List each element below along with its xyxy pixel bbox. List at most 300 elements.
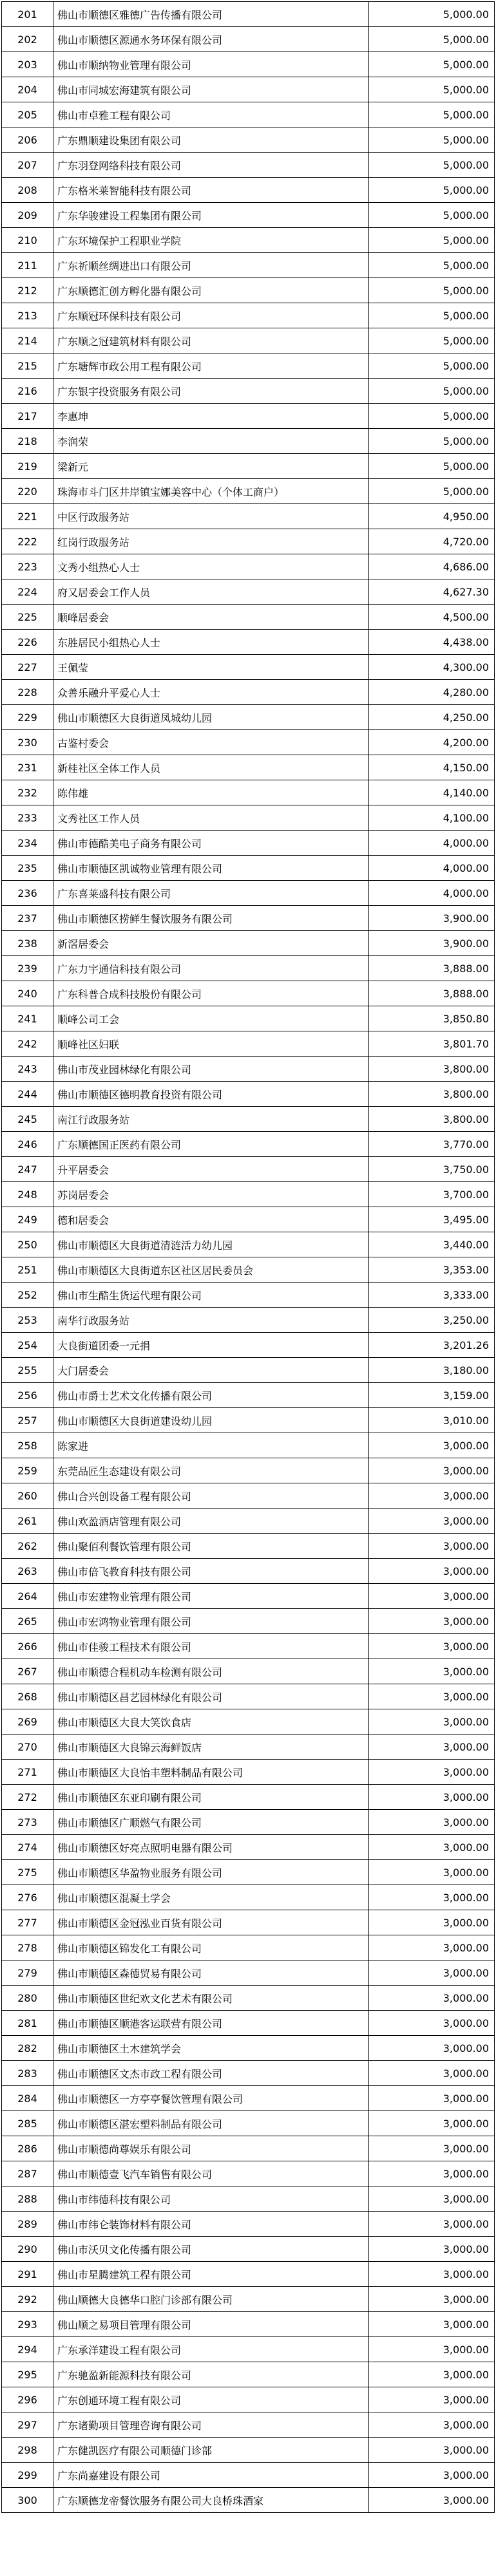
donor-name: 佛山市顺德区凯诚物业管理有限公司 xyxy=(53,856,369,881)
table-row xyxy=(2,906,495,931)
donor-name: 广东羽登网络科技有限公司 xyxy=(53,153,369,178)
donor-name: 佛山市纬仑装饰材料有限公司 xyxy=(53,2212,369,2237)
table-row xyxy=(2,429,495,454)
donor-name: 佛山市顺德区文杰市政工程有限公司 xyxy=(53,2061,369,2086)
row-number: 277 xyxy=(2,1910,53,1935)
donation-amount: 5,000.00 xyxy=(369,178,495,203)
donation-amount: 3,000.00 xyxy=(369,1935,495,1960)
row-number: 282 xyxy=(2,2036,53,2061)
table-row xyxy=(2,303,495,328)
table-row xyxy=(2,379,495,404)
donation-amount: 3,000.00 xyxy=(369,2036,495,2061)
donation-amount: 3,000.00 xyxy=(369,1609,495,1634)
table-row xyxy=(2,1358,495,1383)
donor-name: 广东科普合成科技股份有限公司 xyxy=(53,981,369,1006)
donation-amount: 3,000.00 xyxy=(369,2387,495,2412)
table-row xyxy=(2,1709,495,1735)
donation-amount: 5,000.00 xyxy=(369,127,495,153)
donation-amount: 5,000.00 xyxy=(369,454,495,479)
row-number: 211 xyxy=(2,253,53,278)
row-number: 268 xyxy=(2,1684,53,1709)
table-row xyxy=(2,1006,495,1031)
donation-amount: 3,801.70 xyxy=(369,1031,495,1057)
donor-name: 顺峰社区妇联 xyxy=(53,1031,369,1057)
donation-amount: 3,000.00 xyxy=(369,1760,495,1785)
row-number: 219 xyxy=(2,454,53,479)
donation-amount: 3,159.00 xyxy=(369,1383,495,1408)
donor-name: 新滘居委会 xyxy=(53,931,369,956)
donation-amount: 5,000.00 xyxy=(369,479,495,504)
row-number: 225 xyxy=(2,605,53,630)
donor-name: 佛山市卓雅工程有限公司 xyxy=(53,102,369,127)
row-number: 213 xyxy=(2,303,53,328)
table-row xyxy=(2,1257,495,1283)
row-number: 232 xyxy=(2,780,53,805)
table-row xyxy=(2,630,495,655)
table-row xyxy=(2,2463,495,2488)
donor-name: 珠海市斗门区井岸镇宝娜美容中心（个体工商户） xyxy=(53,479,369,504)
table-row xyxy=(2,2036,495,2061)
donation-amount: 3,000.00 xyxy=(369,2337,495,2362)
table-row xyxy=(2,2412,495,2438)
table-row xyxy=(2,353,495,379)
donation-amount: 3,900.00 xyxy=(369,931,495,956)
donor-name: 大良街道团委一元捐 xyxy=(53,1333,369,1358)
table-row xyxy=(2,127,495,153)
row-number: 281 xyxy=(2,2011,53,2036)
donation-amount: 3,888.00 xyxy=(369,981,495,1006)
donation-amount: 5,000.00 xyxy=(369,102,495,127)
donor-name: 梁新元 xyxy=(53,454,369,479)
donation-amount: 5,000.00 xyxy=(369,303,495,328)
donor-name: 佛山市顺德区大良街道建设幼儿园 xyxy=(53,1408,369,1433)
donor-name: 佛山市顺德区好亮点照明电器有限公司 xyxy=(53,1835,369,1860)
table-row xyxy=(2,730,495,755)
donor-name: 佛山市顺德区捞鲜生餐饮服务有限公司 xyxy=(53,906,369,931)
donation-amount: 5,000.00 xyxy=(369,429,495,454)
donor-name: 广东顺之冠建筑材料有限公司 xyxy=(53,328,369,353)
row-number: 244 xyxy=(2,1082,53,1107)
donor-name: 李惠坤 xyxy=(53,404,369,429)
table-row xyxy=(2,1408,495,1433)
table-row xyxy=(2,1935,495,1960)
donation-amount: 4,300.00 xyxy=(369,655,495,680)
donation-amount: 3,000.00 xyxy=(369,2136,495,2161)
row-number: 273 xyxy=(2,1810,53,1835)
donation-amount: 3,353.00 xyxy=(369,1257,495,1283)
table-row xyxy=(2,856,495,881)
table-row xyxy=(2,1207,495,1232)
donor-name: 顺峰居委会 xyxy=(53,605,369,630)
donation-amount: 3,000.00 xyxy=(369,1860,495,1885)
donation-amount: 3,000.00 xyxy=(369,2111,495,2136)
row-number: 286 xyxy=(2,2136,53,2161)
row-number: 245 xyxy=(2,1107,53,1132)
row-number: 272 xyxy=(2,1785,53,1810)
row-number: 261 xyxy=(2,1509,53,1534)
row-number: 295 xyxy=(2,2362,53,2387)
table-row xyxy=(2,102,495,127)
donor-name: 佛山市顺德区混凝土学会 xyxy=(53,1885,369,1910)
donation-amount: 3,800.00 xyxy=(369,1057,495,1082)
row-number: 202 xyxy=(2,27,53,52)
donor-name: 佛山合兴创设备工程有限公司 xyxy=(53,1483,369,1509)
donor-name: 佛山市顺德区金冠泓业百货有限公司 xyxy=(53,1910,369,1935)
donation-amount: 3,000.00 xyxy=(369,2488,495,2513)
row-number: 288 xyxy=(2,2186,53,2212)
table-row xyxy=(2,2312,495,2337)
donor-name: 佛山市顺德合程机动车检测有限公司 xyxy=(53,1659,369,1684)
row-number: 278 xyxy=(2,1935,53,1960)
table-row xyxy=(2,1333,495,1358)
table-row xyxy=(2,454,495,479)
donation-table xyxy=(1,1,495,2513)
table-row xyxy=(2,52,495,77)
donation-amount: 3,000.00 xyxy=(369,1534,495,1559)
donation-amount: 4,000.00 xyxy=(369,881,495,906)
donation-amount: 3,000.00 xyxy=(369,2161,495,2186)
row-number: 285 xyxy=(2,2111,53,2136)
donation-amount: 5,000.00 xyxy=(369,404,495,429)
donation-amount: 3,000.00 xyxy=(369,1659,495,1684)
donor-name: 南华行政服务站 xyxy=(53,1308,369,1333)
row-number: 233 xyxy=(2,805,53,831)
donation-amount: 5,000.00 xyxy=(369,153,495,178)
row-number: 284 xyxy=(2,2086,53,2111)
donation-amount: 3,000.00 xyxy=(369,2312,495,2337)
donor-name: 佛山顺德大良德华口腔门诊部有限公司 xyxy=(53,2287,369,2312)
table-row xyxy=(2,2111,495,2136)
donor-name: 广东格米莱智能科技有限公司 xyxy=(53,178,369,203)
table-row xyxy=(2,1534,495,1559)
row-number: 279 xyxy=(2,1960,53,1986)
donation-amount: 3,000.00 xyxy=(369,1684,495,1709)
row-number: 217 xyxy=(2,404,53,429)
table-row xyxy=(2,2362,495,2387)
donor-name: 佛山市茂业园林绿化有限公司 xyxy=(53,1057,369,1082)
table-row xyxy=(2,2287,495,2312)
donor-name: 佛山市顺德区锦发化工有限公司 xyxy=(53,1935,369,1960)
row-number: 205 xyxy=(2,102,53,127)
donation-amount: 3,900.00 xyxy=(369,906,495,931)
donor-name: 广东喜莱盛科技有限公司 xyxy=(53,881,369,906)
donor-name: 东莞品匠生态建设有限公司 xyxy=(53,1458,369,1483)
table-row xyxy=(2,655,495,680)
donor-name: 佛山市顺德区德明教育投资有限公司 xyxy=(53,1082,369,1107)
donor-name: 佛山市宏建物业管理有限公司 xyxy=(53,1584,369,1609)
donation-amount: 3,000.00 xyxy=(369,1584,495,1609)
donor-name: 佛山市同城宏海建筑有限公司 xyxy=(53,77,369,102)
donation-amount: 5,000.00 xyxy=(369,203,495,228)
donor-name: 广东顺德龙帝餐饮服务有限公司大良桥珠酒家 xyxy=(53,2488,369,2513)
donation-table-body xyxy=(2,2,495,2513)
donation-amount: 3,000.00 xyxy=(369,1709,495,1735)
donor-name: 佛山市顺德区森德贸易有限公司 xyxy=(53,1960,369,1986)
table-row xyxy=(2,1885,495,1910)
row-number: 250 xyxy=(2,1232,53,1257)
row-number: 239 xyxy=(2,956,53,981)
row-number: 248 xyxy=(2,1182,53,1207)
row-number: 231 xyxy=(2,755,53,780)
table-row xyxy=(2,2237,495,2262)
table-row xyxy=(2,404,495,429)
donor-name: 佛山市星腾建筑工程有限公司 xyxy=(53,2262,369,2287)
row-number: 214 xyxy=(2,328,53,353)
donation-amount: 3,000.00 xyxy=(369,1509,495,1534)
donation-amount: 3,000.00 xyxy=(369,1785,495,1810)
row-number: 271 xyxy=(2,1760,53,1785)
donor-name: 佛山市生酷生货运代理有限公司 xyxy=(53,1283,369,1308)
table-row xyxy=(2,2011,495,2036)
table-row xyxy=(2,2061,495,2086)
table-row xyxy=(2,2136,495,2161)
row-number: 265 xyxy=(2,1609,53,1634)
donation-amount: 5,000.00 xyxy=(369,2,495,27)
donor-name: 府又居委会工作人员 xyxy=(53,579,369,605)
donor-name: 佛山顺之易项目管理有限公司 xyxy=(53,2312,369,2337)
row-number: 201 xyxy=(2,2,53,27)
donation-amount: 4,438.00 xyxy=(369,630,495,655)
row-number: 216 xyxy=(2,379,53,404)
table-row xyxy=(2,680,495,705)
donor-name: 广东创通环境工程有限公司 xyxy=(53,2387,369,2412)
row-number: 240 xyxy=(2,981,53,1006)
row-number: 254 xyxy=(2,1333,53,1358)
row-number: 263 xyxy=(2,1559,53,1584)
donation-amount: 3,000.00 xyxy=(369,2237,495,2262)
table-row xyxy=(2,755,495,780)
donation-amount: 3,000.00 xyxy=(369,2438,495,2463)
table-row xyxy=(2,1584,495,1609)
donor-name: 南江行政服务站 xyxy=(53,1107,369,1132)
donor-name: 佛山市顺纳物业管理有限公司 xyxy=(53,52,369,77)
table-row xyxy=(2,2086,495,2111)
donation-amount: 3,700.00 xyxy=(369,1182,495,1207)
row-number: 227 xyxy=(2,655,53,680)
row-number: 209 xyxy=(2,203,53,228)
donor-name: 文秀小组热心人士 xyxy=(53,554,369,579)
donation-amount: 4,250.00 xyxy=(369,705,495,730)
table-row xyxy=(2,278,495,303)
table-row xyxy=(2,1810,495,1835)
table-row xyxy=(2,2438,495,2463)
table-row xyxy=(2,77,495,102)
donation-amount: 3,000.00 xyxy=(369,2412,495,2438)
row-number: 218 xyxy=(2,429,53,454)
donor-name: 佛山市顺德区湛宏塑料制品有限公司 xyxy=(53,2111,369,2136)
donation-amount: 5,000.00 xyxy=(369,77,495,102)
row-number: 253 xyxy=(2,1308,53,1333)
table-row xyxy=(2,2387,495,2412)
donor-name: 佛山市顺德区世纪欢文化艺术有限公司 xyxy=(53,1986,369,2011)
donor-name: 佛山市顺德区源通水务环保有限公司 xyxy=(53,27,369,52)
table-row xyxy=(2,1283,495,1308)
donor-name: 广东银宇投资服务有限公司 xyxy=(53,379,369,404)
donation-amount: 4,280.00 xyxy=(369,680,495,705)
donation-amount: 3,180.00 xyxy=(369,1358,495,1383)
table-row xyxy=(2,1559,495,1584)
donation-amount: 3,000.00 xyxy=(369,1458,495,1483)
row-number: 293 xyxy=(2,2312,53,2337)
donation-amount: 3,000.00 xyxy=(369,1885,495,1910)
row-number: 243 xyxy=(2,1057,53,1082)
donor-name: 佛山市顺德区大良大笑饮食店 xyxy=(53,1709,369,1735)
table-row xyxy=(2,831,495,856)
donation-amount: 5,000.00 xyxy=(369,278,495,303)
donor-name: 佛山市爵士艺术文化传播有限公司 xyxy=(53,1383,369,1408)
table-row xyxy=(2,1458,495,1483)
table-row xyxy=(2,1735,495,1760)
row-number: 234 xyxy=(2,831,53,856)
donation-amount: 4,950.00 xyxy=(369,504,495,529)
table-row xyxy=(2,153,495,178)
row-number: 291 xyxy=(2,2262,53,2287)
row-number: 228 xyxy=(2,680,53,705)
row-number: 296 xyxy=(2,2387,53,2412)
donation-amount: 3,000.00 xyxy=(369,1910,495,1935)
row-number: 223 xyxy=(2,554,53,579)
row-number: 224 xyxy=(2,579,53,605)
donation-amount: 4,140.00 xyxy=(369,780,495,805)
donation-amount: 3,750.00 xyxy=(369,1157,495,1182)
table-row xyxy=(2,2161,495,2186)
table-row xyxy=(2,479,495,504)
table-row xyxy=(2,1910,495,1935)
row-number: 206 xyxy=(2,127,53,153)
row-number: 242 xyxy=(2,1031,53,1057)
donor-name: 德和居委会 xyxy=(53,1207,369,1232)
donation-amount: 4,200.00 xyxy=(369,730,495,755)
table-row xyxy=(2,1132,495,1157)
row-number: 260 xyxy=(2,1483,53,1509)
row-number: 229 xyxy=(2,705,53,730)
donation-amount: 3,000.00 xyxy=(369,1433,495,1458)
donor-name: 佛山市顺德区昌艺园林绿化有限公司 xyxy=(53,1684,369,1709)
table-row xyxy=(2,178,495,203)
row-number: 210 xyxy=(2,228,53,253)
donation-amount: 5,000.00 xyxy=(369,353,495,379)
donor-name: 佛山市宏鸿物业管理有限公司 xyxy=(53,1609,369,1634)
donation-amount: 4,627.30 xyxy=(369,579,495,605)
row-number: 297 xyxy=(2,2412,53,2438)
table-row xyxy=(2,1107,495,1132)
donation-amount: 3,000.00 xyxy=(369,2362,495,2387)
table-row xyxy=(2,1609,495,1634)
row-number: 255 xyxy=(2,1358,53,1383)
table-row xyxy=(2,1433,495,1458)
table-row xyxy=(2,1383,495,1408)
table-row xyxy=(2,1835,495,1860)
donation-amount: 3,000.00 xyxy=(369,1483,495,1509)
row-number: 220 xyxy=(2,479,53,504)
donor-name: 佛山市顺德区雅德广告传播有限公司 xyxy=(53,2,369,27)
donor-name: 大门居委会 xyxy=(53,1358,369,1383)
row-number: 252 xyxy=(2,1283,53,1308)
table-row xyxy=(2,2186,495,2212)
donation-amount: 3,000.00 xyxy=(369,2262,495,2287)
donor-name: 众善乐融升平爱心人士 xyxy=(53,680,369,705)
donor-name: 佛山市顺德区顺港客运联营有限公司 xyxy=(53,2011,369,2036)
table-row xyxy=(2,1634,495,1659)
table-row xyxy=(2,605,495,630)
table-row xyxy=(2,1182,495,1207)
donation-amount: 3,000.00 xyxy=(369,1986,495,2011)
donor-name: 新桂社区全体工作人员 xyxy=(53,755,369,780)
donation-amount: 3,000.00 xyxy=(369,2086,495,2111)
row-number: 207 xyxy=(2,153,53,178)
donation-amount: 3,000.00 xyxy=(369,2463,495,2488)
donor-name: 佛山市纬德科技有限公司 xyxy=(53,2186,369,2212)
row-number: 222 xyxy=(2,529,53,554)
donor-name: 陈家进 xyxy=(53,1433,369,1458)
donor-name: 广东顺冠环保科技有限公司 xyxy=(53,303,369,328)
row-number: 280 xyxy=(2,1986,53,2011)
row-number: 226 xyxy=(2,630,53,655)
table-row xyxy=(2,554,495,579)
donation-amount: 5,000.00 xyxy=(369,328,495,353)
row-number: 203 xyxy=(2,52,53,77)
row-number: 230 xyxy=(2,730,53,755)
table-row xyxy=(2,931,495,956)
donor-name: 升平居委会 xyxy=(53,1157,369,1182)
row-number: 275 xyxy=(2,1860,53,1885)
donation-amount: 3,000.00 xyxy=(369,1735,495,1760)
donation-amount: 5,000.00 xyxy=(369,253,495,278)
row-number: 212 xyxy=(2,278,53,303)
row-number: 246 xyxy=(2,1132,53,1157)
row-number: 235 xyxy=(2,856,53,881)
donor-name: 佛山市顺德区大良锦云海鲜饭店 xyxy=(53,1735,369,1760)
row-number: 221 xyxy=(2,504,53,529)
donor-name: 佛山市倍飞教育科技有限公司 xyxy=(53,1559,369,1584)
donation-amount: 3,000.00 xyxy=(369,1810,495,1835)
table-row xyxy=(2,1232,495,1257)
row-number: 236 xyxy=(2,881,53,906)
donor-name: 广东环境保护工程职业学院 xyxy=(53,228,369,253)
donor-name: 佛山市顺德尚尊娱乐有限公司 xyxy=(53,2136,369,2161)
donation-amount: 3,850.80 xyxy=(369,1006,495,1031)
row-number: 251 xyxy=(2,1257,53,1283)
donation-amount: 5,000.00 xyxy=(369,379,495,404)
row-number: 264 xyxy=(2,1584,53,1609)
row-number: 287 xyxy=(2,2161,53,2186)
donor-name: 广东华骏建设工程集团有限公司 xyxy=(53,203,369,228)
donor-name: 广东力宇通信科技有限公司 xyxy=(53,956,369,981)
donation-amount: 3,000.00 xyxy=(369,2212,495,2237)
table-row xyxy=(2,1157,495,1182)
donor-name: 佛山市顺德区东亚印刷有限公司 xyxy=(53,1785,369,1810)
table-row xyxy=(2,2337,495,2362)
table-row xyxy=(2,228,495,253)
table-row xyxy=(2,203,495,228)
donor-name: 中区行政服务站 xyxy=(53,504,369,529)
donor-name: 佛山市顺德壹飞汽车销售有限公司 xyxy=(53,2161,369,2186)
table-row xyxy=(2,1483,495,1509)
table-row xyxy=(2,1509,495,1534)
donation-amount: 3,800.00 xyxy=(369,1107,495,1132)
donor-name: 广东诸勤项目管理咨询有限公司 xyxy=(53,2412,369,2438)
table-row xyxy=(2,504,495,529)
donation-amount: 3,000.00 xyxy=(369,2061,495,2086)
table-row xyxy=(2,1785,495,1810)
row-number: 276 xyxy=(2,1885,53,1910)
row-number: 270 xyxy=(2,1735,53,1760)
table-row xyxy=(2,1082,495,1107)
donation-amount: 4,100.00 xyxy=(369,805,495,831)
donor-name: 佛山市顺德区大良街道清涟活力幼儿园 xyxy=(53,1232,369,1257)
row-number: 204 xyxy=(2,77,53,102)
donation-amount: 4,000.00 xyxy=(369,856,495,881)
